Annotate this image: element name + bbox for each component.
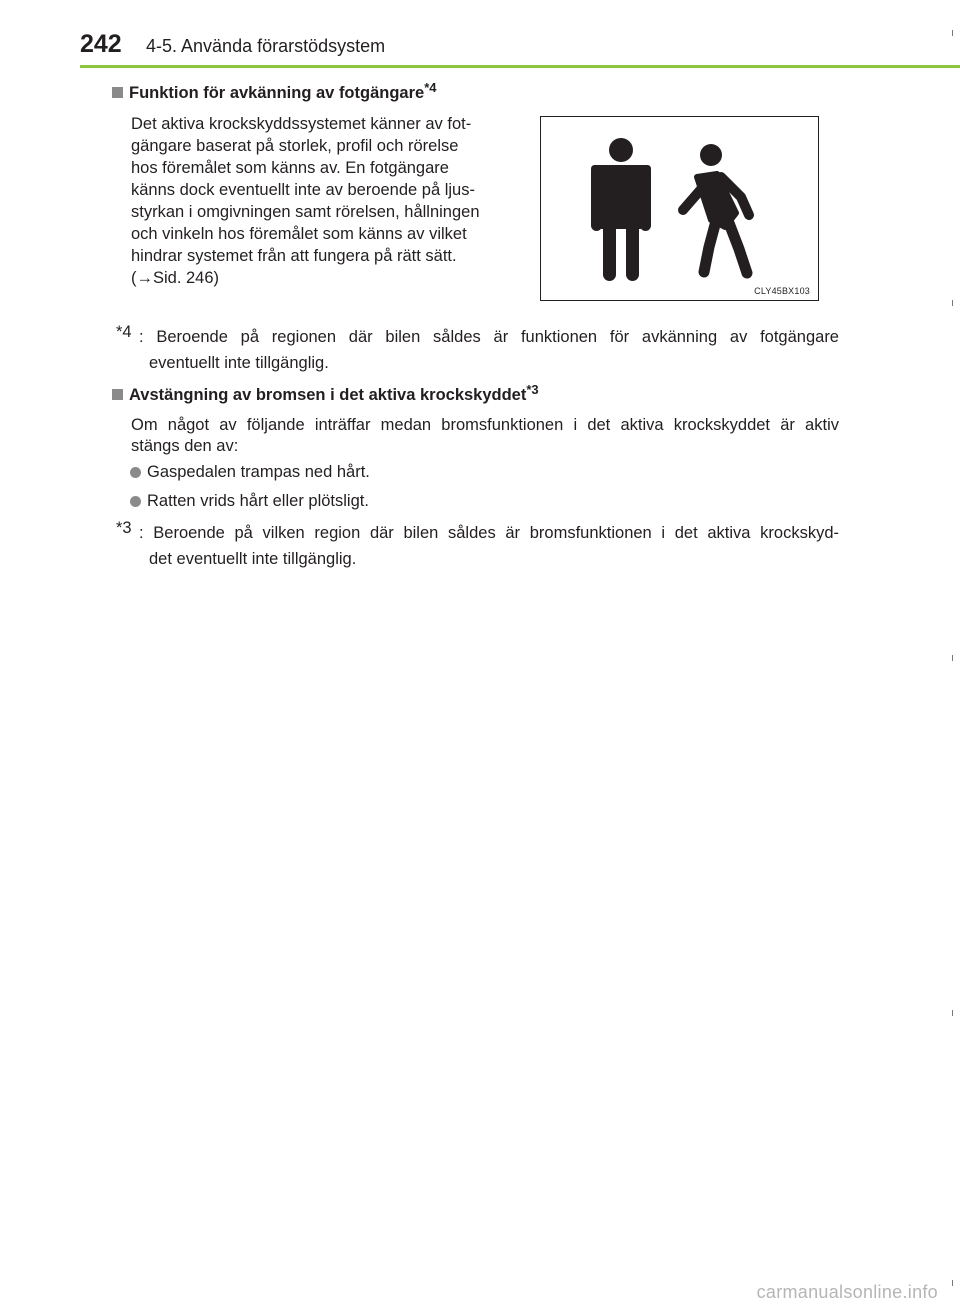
crop-tick (952, 30, 953, 36)
section-heading-pedestrian (112, 80, 437, 103)
list-item (130, 463, 370, 482)
body-line: känns dock eventuellt inte av beroende på ljus- (131, 181, 475, 199)
heading-text: Avstängning av bromsen i det aktiva krockskyddet (129, 386, 527, 404)
standing-person-icon (591, 138, 651, 281)
page-reference: (→Sid. 246) (131, 269, 220, 287)
crop-tick (952, 1280, 953, 1286)
footnote-mark-text: *4 (116, 323, 132, 341)
crop-tick (952, 300, 953, 306)
footnote-mark-text: *3 (116, 519, 132, 537)
square-bullet-icon (112, 389, 123, 400)
footnote-line: : Beroende på vilken region där bilen såldes är bromsfunktionen i det aktiva krockskyd- (139, 524, 839, 542)
site-watermark: carmanualsonline.info (756, 1282, 938, 1302)
body-line: gängare baserat på storlek, profil och rörelse (131, 137, 459, 155)
list-item-text: Gaspedalen trampas ned hårt. (147, 463, 370, 481)
heading-text: Funktion för avkänning av fotgängare (129, 84, 425, 102)
footnote-line: eventuellt inte tillgänglig. (149, 354, 329, 372)
chapter-title: 4-5. Använda förarstödsystem (146, 36, 386, 56)
header-rule (80, 65, 960, 68)
square-bullet-icon (112, 87, 123, 98)
heading-footnote-mark: *4 (424, 80, 437, 95)
intro-line: Om något av följande inträffar medan bromsfunktionen i det aktiva krockskyddet är aktiv (131, 416, 839, 434)
page-header (0, 0, 960, 70)
circle-bullet-icon (130, 467, 141, 478)
list-item (130, 492, 369, 511)
footnote-line: : Beroende på regionen där bilen såldes är funktionen för avkänning av fotgängare (139, 328, 839, 346)
circle-bullet-icon (130, 496, 141, 507)
body-line: styrkan i omgivningen samt rörelsen, hållningen (131, 203, 480, 221)
body-line: hindrar systemet från att fungera på rätt sätt. (131, 247, 457, 265)
walking-person-icon (683, 144, 749, 273)
footnote-mark (116, 323, 132, 342)
figure-code: CLY45BX103 (754, 286, 810, 296)
footnote-mark (116, 519, 132, 538)
body-line: hos föremålet som känns av. En fotgängare (131, 159, 449, 177)
crop-tick (952, 655, 953, 661)
list-item-text: Ratten vrids hårt eller plötsligt. (147, 492, 369, 510)
body-line: Det aktiva krockskyddssystemet känner av fot- (131, 115, 472, 133)
pedestrian-illustration (541, 117, 818, 300)
intro-line: stängs den av: (131, 437, 239, 455)
heading-footnote-mark: *3 (526, 382, 539, 397)
footnote-line: det eventuellt inte tillgänglig. (149, 550, 357, 568)
page-number: 242 (80, 30, 122, 58)
body-line: och vinkeln hos föremålet som känns av vilket (131, 225, 467, 243)
crop-tick (952, 1010, 953, 1016)
section-heading-brake-off (112, 382, 539, 405)
pedestrian-figure (540, 116, 819, 301)
